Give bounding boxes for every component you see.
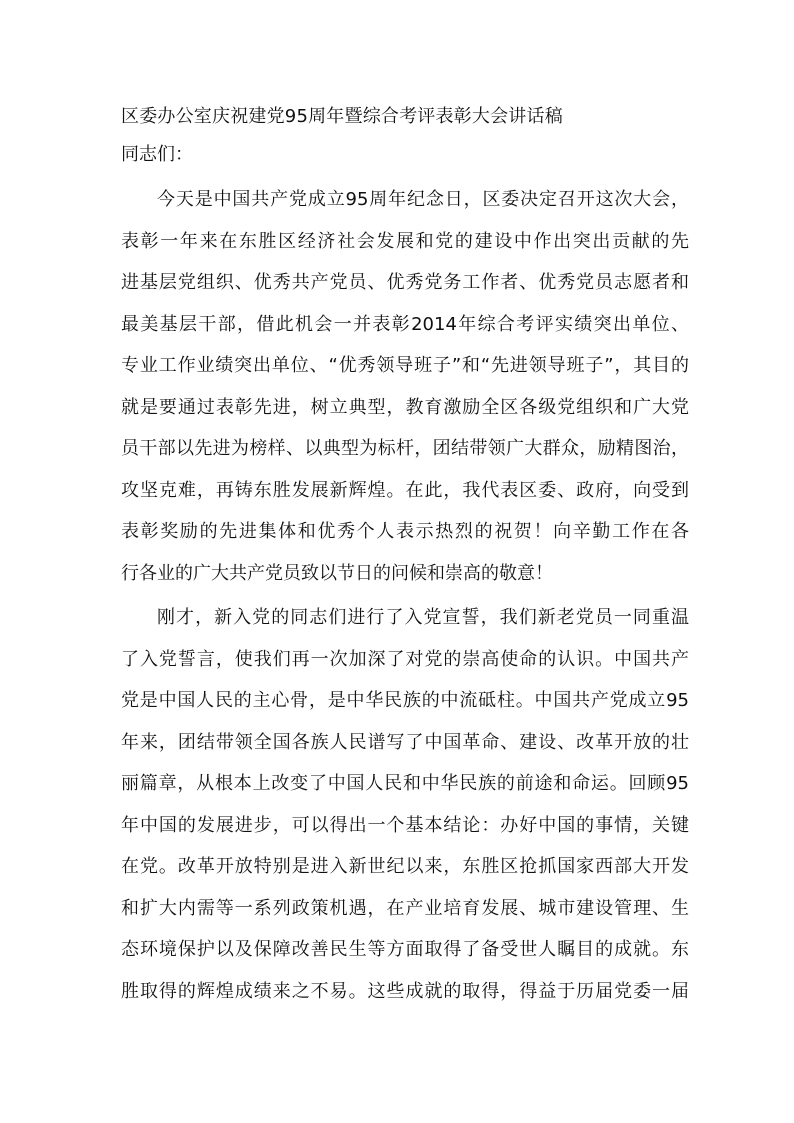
paragraph-1 [121,179,689,594]
paragraph-line: 攻坚克难，再铸东胜发展新辉煌。在此，我代表区委、政府，向受到 [121,479,689,501]
document-title: 区委办公室庆祝建党95周年暨综合考评表彰大会讲话稿 [121,106,563,127]
paragraph-line: 了入党誓言，使我们再一次加深了对党的崇高使命的认识。中国共产 [121,648,689,670]
paragraph-line: 就是要通过表彰先进，树立典型，教育激励全区各级党组织和广大党 [121,396,689,418]
paragraph-line: 表彰奖励的先进集体和优秀个人表示热烈的祝贺！向辛勤工作在各 [121,521,689,542]
paragraph-line: 表彰一年来在东胜区经济社会发展和党的建设中作出突出贡献的先 [121,230,689,252]
paragraph-line: 和扩大内需等一系列政策机遇，在产业培育发展、城市建设管理、生 [121,897,689,919]
paragraph-line: 态环境保护以及保障改善民生等方面取得了备受世人瞩目的成就。东 [121,939,689,960]
paragraph-2 [121,597,689,1012]
paragraph-line: 在党。改革开放特别是进入新世纪以来，东胜区抢抓国家西部大开发 [121,856,689,877]
paragraph-line: 丽篇章，从根本上改变了中国人民和中华民族的前途和命运。回顾95 [121,773,689,794]
paragraph-line: 最美基层干部，借此机会一并表彰2014年综合考评实绩突出单位、 [121,313,689,335]
paragraph-line: 今天是中国共产党成立95周年纪念日，区委决定召开这次大会， [157,189,689,210]
paragraph-line: 年来，团结带领全国各族人民谱写了中国革命、建设、改革开放的壮 [121,731,689,753]
paragraph-line: 进基层党组织、优秀共产党员、优秀党务工作者、优秀党员志愿者和 [121,272,689,293]
paragraph-line: 胜取得的辉煌成绩来之不易。这些成就的取得，得益于历届党委一届 [121,980,689,1002]
paragraph-line: 行各业的广大共产党员致以节日的问候和崇高的敬意！ [121,562,553,584]
paragraph-line: 员干部以先进为榜样、以典型为标杆，团结带领广大群众，励精图治， [121,438,689,459]
salutation: 同志们： [121,144,193,165]
paragraph-line: 年中国的发展进步，可以得出一个基本结论：办好中国的事情，关键 [121,814,689,836]
document-body [121,100,689,1012]
paragraph-line: 刚才，新入党的同志们进行了入党宣誓，我们新老党员一同重温 [157,607,689,628]
paragraph-line: 党是中国人民的主心骨，是中华民族的中流砥柱。中国共产党成立95 [121,690,689,711]
paragraph-line: 专业工作业绩突出单位、“优秀领导班子”和“先进领导班子”，其目的 [121,355,689,376]
